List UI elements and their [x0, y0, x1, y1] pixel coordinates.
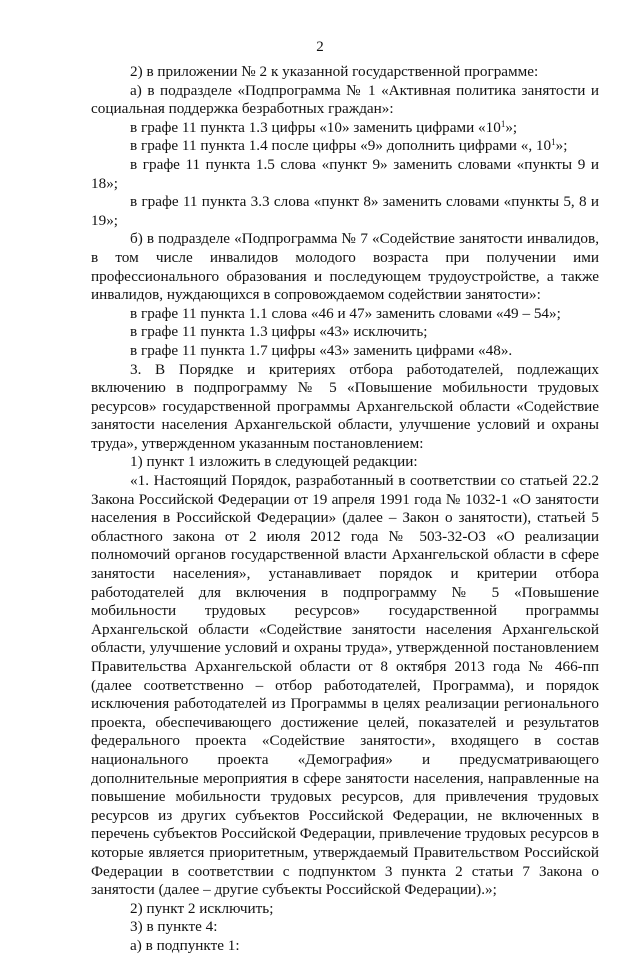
paragraph-11: 3. В Порядке и критериях отбора работодателей, подлежащих включению в подпрограмму № 5 «Повышение мобильности трудовых ресурсов» государственной программы Архангельской области «Содействие занятости населения Архангельской области, улучшение условий и охраны труда», утвержденном указанным постановлением:: [91, 360, 599, 452]
paragraph-4-tail: »;: [555, 137, 568, 155]
paragraph-15: 3) в пункте 4:: [130, 918, 218, 936]
paragraph-14: 2) пункт 2 исключить;: [130, 899, 274, 917]
paragraph-1: 2) в приложении № 2 к указанной государственной программе:: [130, 63, 539, 80]
paragraph-13: «1. Настоящий Порядок, разработанный в соответствии со статьей 22.2 Закона Российской Федерации от 19 апреля 1991 года № 1032-1 «О занятости населения в Российской Федерации» (далее – Закон о занятости), статьей 5 областного закона от 2 июля 2012 года № 503-32-ОЗ «О реализации полномочий органов государственной власти Архангельской области в сфере занятости населения», устанавливает порядок и критерии отбора работодателей для включения в подпрограмму № 5 «Повышение мобильности трудовых ресурсов» государственной программы Архангельской области «Содействие занятости населения Архангельской области, улучшение условий и охраны труда», утвержденной постановлением Правительства Архангельской области от 8 октября 2013 года № 466-пп (далее соответственно – отбор работодателей, Программа), и порядок исключения работодателей из Программы в целях реализации регионального проекта, обеспечивающего достижение целей, показателей и результатов федерального проекта «Содействие занятости», входящего в состав национального проекта «Демография» и предусматривающего дополнительные мероприятия в сфере занятости населения, направленные на повышение мобильности трудовых ресурсов, для привлечения трудовых ресурсов из других субъектов Российской Федерации, не включенных в перечень субъектов Российской Федерации, привлечение трудовых ресурсов в которые является приоритетным, утверждаемый Правительством Российской Федерации в соответствии с подпунктом 3 пункта 2 статьи 7 Закона о занятости (далее – другие субъекты Российской Федерации).»;: [91, 472, 599, 899]
paragraph-12: 1) пункт 1 изложить в следующей редакции:: [130, 453, 418, 471]
paragraph-6: в графе 11 пункта 3.3 слова «пункт 8» заменить словами «пункты 5, 8 и 19»;: [91, 193, 599, 229]
paragraph-5: в графе 11 пункта 1.5 слова «пункт 9» заменить словами «пункты 9 и 18»;: [91, 155, 599, 192]
paragraph-4-text: в графе 11 пункта 1.4 после цифры «9» дополнить цифрами «, 10: [130, 137, 552, 155]
paragraph-3-text: в графе 11 пункта 1.3 цифры «10» заменить цифрами «10: [130, 118, 501, 136]
paragraph-2: а) в подразделе «Подпрограмма № 1 «Активная политика занятости и социальная поддержка безработных граждан»:: [91, 81, 599, 118]
paragraph-3-tail: »;: [505, 118, 518, 136]
paragraph-8: в графе 11 пункта 1.1 слова «46 и 47» заменить словами «49 – 54»;: [130, 304, 561, 322]
paragraph-9: в графе 11 пункта 1.3 цифры «43» исключить;: [130, 323, 428, 341]
paragraph-7: б) в подразделе «Подпрограмма № 7 «Содействие занятости инвалидов, в том числе инвалидов молодого возраста при получении ими профессионального образования и последующем трудоустройстве, а также инвалидов, нуждающихся в сопровождаемом содействии занятости»:: [91, 230, 599, 304]
superscript: 1: [500, 118, 506, 129]
paragraph-10: в графе 11 пункта 1.7 цифры «43» заменить цифрами «48».: [130, 341, 513, 359]
paragraph-16: а) в подпункте 1:: [130, 936, 240, 954]
paragraph-3: [91, 119, 599, 138]
page-number: 2: [316, 39, 324, 55]
paragraph-4: [91, 137, 599, 156]
document-body: [91, 63, 599, 956]
superscript: 1: [551, 137, 556, 148]
